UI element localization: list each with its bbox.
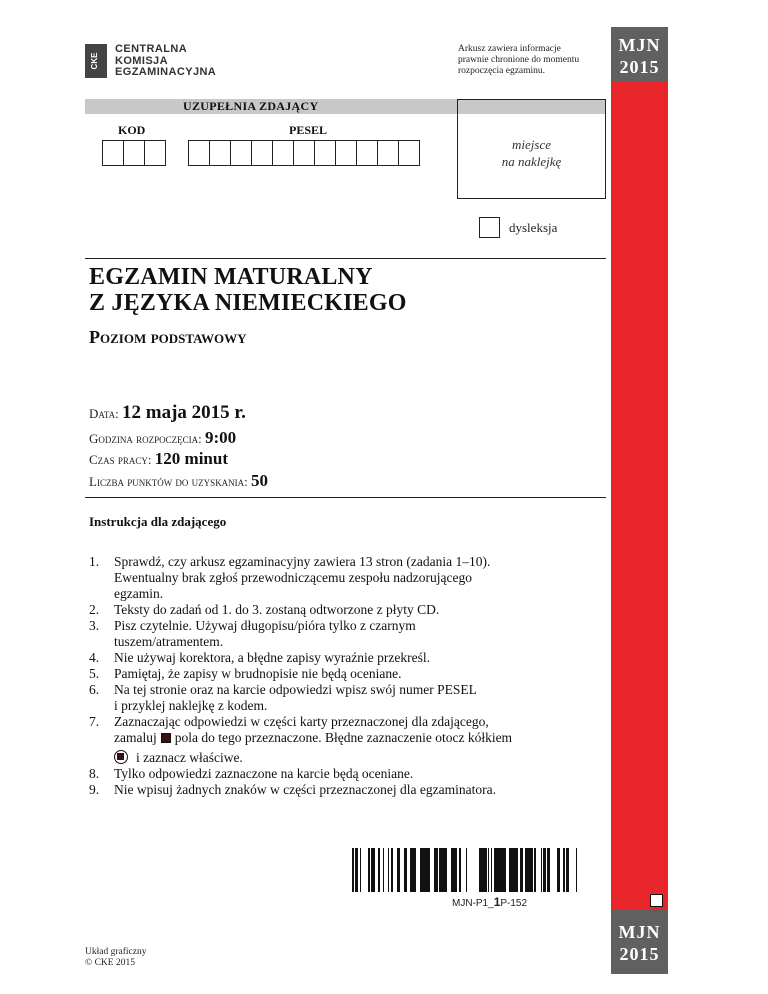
barcode-bar xyxy=(567,848,569,892)
item-text: Sprawdź, czy arkusz egzaminacyjny zawiera 13 stron (zadania 1–10). xyxy=(114,554,491,569)
barcode-bar xyxy=(549,848,550,892)
item-number: 9. xyxy=(89,782,100,797)
barcode-bar xyxy=(479,848,480,892)
logo-line: KOMISJA xyxy=(115,54,168,67)
barcode-bar xyxy=(427,848,430,892)
barcode-bar xyxy=(392,848,393,892)
exam-code-box-top xyxy=(611,27,668,82)
barcode-bar xyxy=(494,848,496,892)
kod-input-boxes[interactable] xyxy=(103,140,166,166)
logo-line: CENTRALNA xyxy=(115,43,188,55)
barcode-bar xyxy=(530,848,533,892)
pesel-digit-box[interactable] xyxy=(335,140,357,166)
barcode-text: 1 xyxy=(493,895,501,909)
barcode-bar xyxy=(442,848,444,892)
barcode-text: P-152 xyxy=(500,898,528,909)
barcode-bar xyxy=(514,848,516,892)
code-line-1: MJN xyxy=(618,35,661,55)
footer-line: Układ graficzny xyxy=(85,947,147,957)
pesel-label: PESEL xyxy=(289,123,328,137)
pesel-digit-box[interactable] xyxy=(314,140,336,166)
item-number: 3. xyxy=(89,618,100,633)
barcode-bar xyxy=(528,848,530,892)
barcode-bar xyxy=(482,848,484,892)
barcode-bar xyxy=(454,848,456,892)
instruction-item xyxy=(89,650,599,666)
barcode-bar xyxy=(520,848,523,892)
barcode-bar xyxy=(371,848,374,892)
instruction-item xyxy=(89,618,599,650)
filled-square-icon xyxy=(161,733,171,743)
sticker-line: miejsce xyxy=(512,137,551,152)
pesel-input-boxes[interactable] xyxy=(189,140,420,166)
title-line-2: Z JĘZYKA NIEMIECKIEGO xyxy=(89,290,407,316)
exam-date xyxy=(89,402,246,424)
start-label: Godzina rozpoczęcia: xyxy=(89,431,202,446)
barcode-bar xyxy=(504,848,506,892)
barcode-bar xyxy=(360,848,361,892)
item-number: 8. xyxy=(89,766,100,781)
exam-title xyxy=(89,264,407,316)
duration-value: 120 minut xyxy=(154,449,229,468)
barcode-bar xyxy=(368,848,370,892)
divider xyxy=(85,497,606,498)
exam-code-box-bottom xyxy=(611,910,668,974)
barcode-bar xyxy=(397,848,400,892)
code-line-1: MJN xyxy=(618,922,661,942)
instruction-item xyxy=(89,554,599,602)
barcode-label xyxy=(452,895,527,909)
notice-line: Arkusz zawiera informacje xyxy=(458,44,561,54)
footer-line: © CKE 2015 xyxy=(85,958,135,968)
date-value: 12 maja 2015 r. xyxy=(122,402,246,423)
pesel-digit-box[interactable] xyxy=(188,140,210,166)
barcode-bar xyxy=(491,848,492,892)
barcode-bar xyxy=(548,848,549,892)
barcode-bar xyxy=(444,848,446,892)
item-text xyxy=(114,750,599,766)
instruction-item xyxy=(89,682,599,714)
fill-in-header: UZUPEŁNIA ZDAJĄCY xyxy=(85,99,606,114)
barcode-bar xyxy=(547,848,548,892)
barcode-image xyxy=(352,848,577,892)
confidentiality-notice xyxy=(458,44,598,77)
item-text: tuszem/atramentem. xyxy=(114,634,224,649)
item-text-fragment: i zaznacz właściwe. xyxy=(136,750,243,765)
barcode-bar xyxy=(378,848,380,892)
item-text xyxy=(114,730,599,746)
barcode-bar xyxy=(541,848,542,892)
footer-credit xyxy=(85,947,146,969)
pesel-digit-box[interactable] xyxy=(272,140,294,166)
dyslexia-label: dysleksja xyxy=(509,220,558,235)
barcode-bar xyxy=(441,848,442,892)
item-text-fragment: zamaluj xyxy=(114,730,157,745)
duration-label: Czas pracy: xyxy=(89,452,152,467)
instruction-item xyxy=(89,714,599,766)
notice-line: prawnie chronione do momentu xyxy=(458,55,580,65)
start-value: 9:00 xyxy=(205,428,237,447)
item-number: 4. xyxy=(89,650,100,665)
barcode-bar xyxy=(459,848,461,892)
logo-text xyxy=(115,44,216,79)
instruction-item xyxy=(89,782,599,798)
barcode-bar xyxy=(480,848,482,892)
logo-mark-text: CKE xyxy=(90,52,99,70)
barcode-bar xyxy=(484,848,487,892)
item-text: i przyklej naklejkę z kodem. xyxy=(114,698,268,713)
pesel-digit-box[interactable] xyxy=(209,140,231,166)
item-number: 7. xyxy=(89,714,100,729)
barcode-bar xyxy=(414,848,416,892)
pesel-digit-box[interactable] xyxy=(251,140,273,166)
pesel-digit-box[interactable] xyxy=(398,140,420,166)
barcode-bar xyxy=(391,848,392,892)
barcode-bar xyxy=(516,848,518,892)
sticker-placeholder[interactable] xyxy=(457,99,606,199)
points-label: Liczba punktów do uzyskania: xyxy=(89,474,248,489)
barcode-bar xyxy=(434,848,437,892)
barcode-bar xyxy=(383,848,384,892)
barcode-bar xyxy=(420,848,421,892)
barcode-bar xyxy=(511,848,514,892)
barcode-text: MJN-P1_ xyxy=(452,898,494,909)
pesel-digit-box[interactable] xyxy=(230,140,252,166)
exam-duration xyxy=(89,449,228,469)
barcode-bar xyxy=(437,848,438,892)
barcode-bar xyxy=(374,848,375,892)
item-text: Tylko odpowiedzi zaznaczone na karcie będą oceniane. xyxy=(114,766,414,781)
cke-logo xyxy=(85,44,216,79)
item-text: egzamin. xyxy=(114,586,164,601)
code-line-2: 2015 xyxy=(619,57,660,77)
pesel-digit-box[interactable] xyxy=(356,140,378,166)
barcode-bar xyxy=(421,848,424,892)
corner-square-icon xyxy=(650,894,663,907)
barcode-bar xyxy=(525,848,528,892)
barcode-bar xyxy=(498,848,499,892)
item-text-fragment: pola do tego przeznaczone. Błędne zaznaczenie otocz kółkiem xyxy=(174,730,513,745)
barcode-bar xyxy=(466,848,467,892)
item-text: Teksty do zadań od 1. do 3. zostaną odtworzone z płyty CD. xyxy=(114,602,440,617)
divider xyxy=(85,258,606,259)
date-label: Data: xyxy=(89,406,119,421)
barcode-bar xyxy=(357,848,358,892)
sticker-line: na naklejkę xyxy=(501,154,562,169)
barcode-bar xyxy=(439,848,441,892)
barcode-bar xyxy=(404,848,407,892)
barcode-bar xyxy=(509,848,511,892)
barcode-bar xyxy=(499,848,501,892)
barcode-bar xyxy=(576,848,577,892)
item-text: Nie wpisuj żadnych znaków w części przeznaczonej dla egzaminatora. xyxy=(114,782,496,797)
pesel-digit-box[interactable] xyxy=(293,140,315,166)
points-value: 50 xyxy=(251,471,269,490)
barcode-bar xyxy=(456,848,457,892)
item-text: Pisz czytelnie. Używaj długopisu/pióra tylko z czarnym xyxy=(114,618,416,633)
item-number: 1. xyxy=(89,554,100,569)
instruction-item xyxy=(89,666,599,682)
barcode-bar xyxy=(352,848,354,892)
barcode-bar xyxy=(566,848,567,892)
item-number: 2. xyxy=(89,602,100,617)
item-number: 5. xyxy=(89,666,100,681)
instructions-list xyxy=(89,554,599,798)
barcode-bar xyxy=(488,848,489,892)
instructions-heading: Instrukcja dla zdającego xyxy=(89,514,227,529)
exam-points xyxy=(89,471,268,491)
barcode-bar xyxy=(412,848,414,892)
barcode-bar xyxy=(424,848,427,892)
barcode-bar xyxy=(563,848,565,892)
item-text: Ewentualny brak zgłoś przewodniczącemu zespołu nadzorującego xyxy=(114,570,472,585)
barcode-bar xyxy=(557,848,560,892)
barcode-bar xyxy=(451,848,454,892)
barcode-bar xyxy=(534,848,536,892)
logo-line: EGZAMINACYJNA xyxy=(115,66,217,78)
barcode-bar xyxy=(355,848,357,892)
notice-line: rozpoczęcia egzaminu. xyxy=(458,66,546,76)
title-line-1: EGZAMIN MATURALNY xyxy=(89,264,373,290)
circled-square-icon xyxy=(114,750,128,764)
kod-label: KOD xyxy=(118,123,146,137)
barcode-bar xyxy=(543,848,546,892)
red-side-stripe xyxy=(611,82,668,927)
kod-digit-box[interactable] xyxy=(144,140,166,166)
barcode-bar xyxy=(446,848,447,892)
item-text: Nie używaj korektora, a błędne zapisy wyraźnie przekreśl. xyxy=(114,650,430,665)
barcode-bar xyxy=(496,848,498,892)
exam-start-time xyxy=(89,428,236,448)
barcode-bar xyxy=(388,848,389,892)
cke-logo-icon xyxy=(85,44,107,78)
exam-level: Poziom podstawowy xyxy=(89,327,247,347)
pesel-digit-box[interactable] xyxy=(377,140,399,166)
kod-digit-box[interactable] xyxy=(102,140,124,166)
dyslexia-checkbox[interactable] xyxy=(479,217,500,238)
barcode-bar xyxy=(410,848,412,892)
item-text: Na tej stronie oraz na karcie odpowiedzi wpisz swój numer PESEL xyxy=(114,682,477,697)
item-text: Zaznaczając odpowiedzi w części karty przeznaczonej dla zdającego, xyxy=(114,714,489,729)
instruction-item xyxy=(89,602,599,618)
item-number: 6. xyxy=(89,682,100,697)
kod-digit-box[interactable] xyxy=(123,140,145,166)
instruction-item xyxy=(89,766,599,782)
barcode-bar xyxy=(501,848,504,892)
item-text: Pamiętaj, że zapisy w brudnopisie nie będą oceniane. xyxy=(114,666,402,681)
code-line-2: 2015 xyxy=(619,944,660,964)
